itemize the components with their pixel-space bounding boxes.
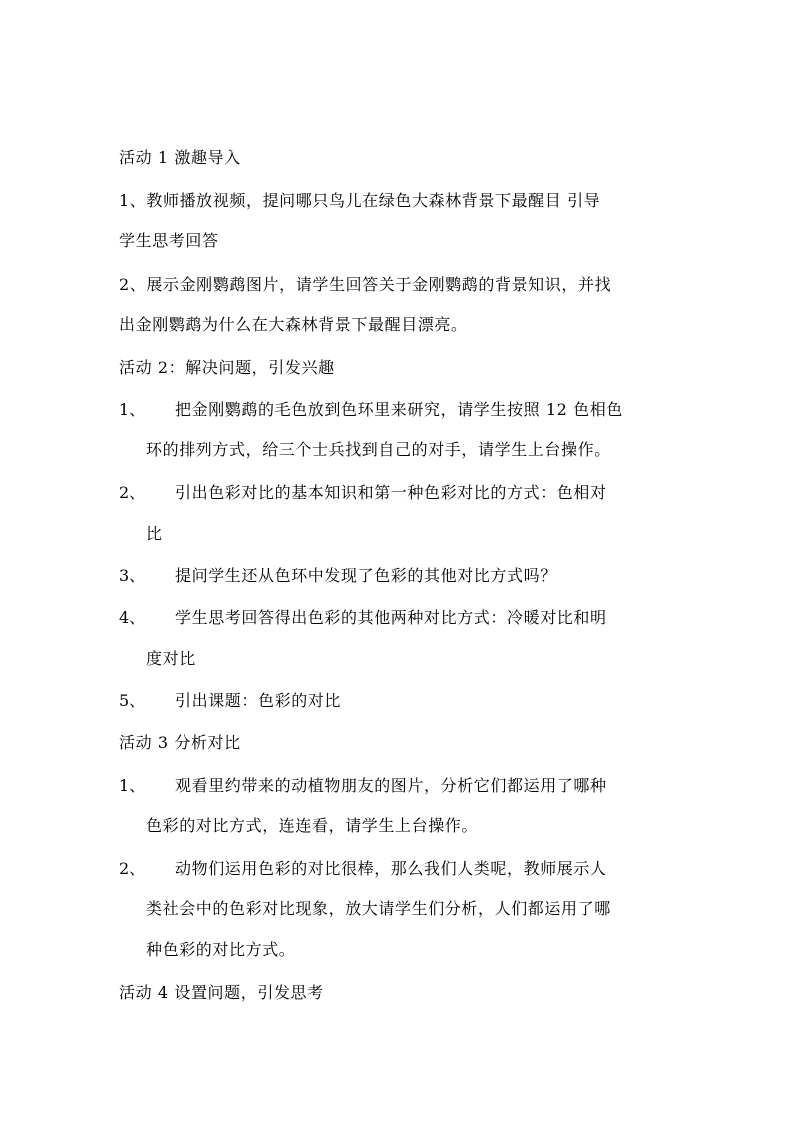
paragraph-line: 2、展示金刚鹦鹉图片，请学生回答关于金刚鹦鹉的背景知识，并找: [119, 275, 612, 294]
paragraph-line: 1、教师播放视频，提问哪只鸟儿在绿色大森林背景下最醒目 引导: [119, 191, 601, 210]
list-number: 1、: [119, 776, 146, 795]
list-item-line: 把金刚鹦鹉的毛色放到色环里来研究，请学生按照 12 色相色: [175, 400, 623, 419]
list-number: 5、: [119, 691, 146, 710]
section-heading: 活动 4 设置问题，引发思考: [119, 983, 324, 1002]
list-item-line: 类社会中的色彩对比现象，放大请学生们分析，人们都运用了哪: [146, 899, 611, 918]
section-heading: 活动 1 激趣导入: [119, 148, 241, 167]
section-heading: 活动 3 分析对比: [119, 733, 241, 752]
list-item-line: 动物们运用色彩的对比很棒，那么我们人类呢，教师展示人: [175, 859, 607, 878]
list-item-line: 环的排列方式，给三个士兵找到自己的对手，请学生上台操作。: [146, 440, 611, 459]
list-item-line: 度对比: [146, 649, 196, 668]
list-item-line: 种色彩的对比方式。: [146, 940, 296, 959]
list-number: 3、: [119, 566, 146, 585]
list-item-line: 引出色彩对比的基本知识和第一种色彩对比的方式：色相对: [175, 483, 607, 502]
list-number: 2、: [119, 859, 146, 878]
list-item-line: 比: [146, 524, 163, 543]
list-number: 1、: [119, 400, 146, 419]
paragraph-line: 出金刚鹦鹉为什么在大森林背景下最醒目漂亮。: [119, 315, 468, 334]
list-item-line: 学生思考回答得出色彩的其他两种对比方式：冷暖对比和明: [175, 608, 607, 627]
list-item-line: 观看里约带来的动植物朋友的图片，分析它们都运用了哪种: [175, 776, 607, 795]
paragraph-line: 学生思考回答: [119, 231, 219, 250]
list-item-line: 引出课题：色彩的对比: [175, 691, 342, 710]
list-item-line: 色彩的对比方式，连连看，请学生上台操作。: [146, 816, 479, 835]
list-number: 4、: [119, 608, 146, 627]
section-heading: 活动 2：解决问题，引发兴趣: [119, 358, 335, 377]
list-number: 2、: [119, 483, 146, 502]
list-item-line: 提问学生还从色环中发现了色彩的其他对比方式吗？: [175, 566, 557, 585]
